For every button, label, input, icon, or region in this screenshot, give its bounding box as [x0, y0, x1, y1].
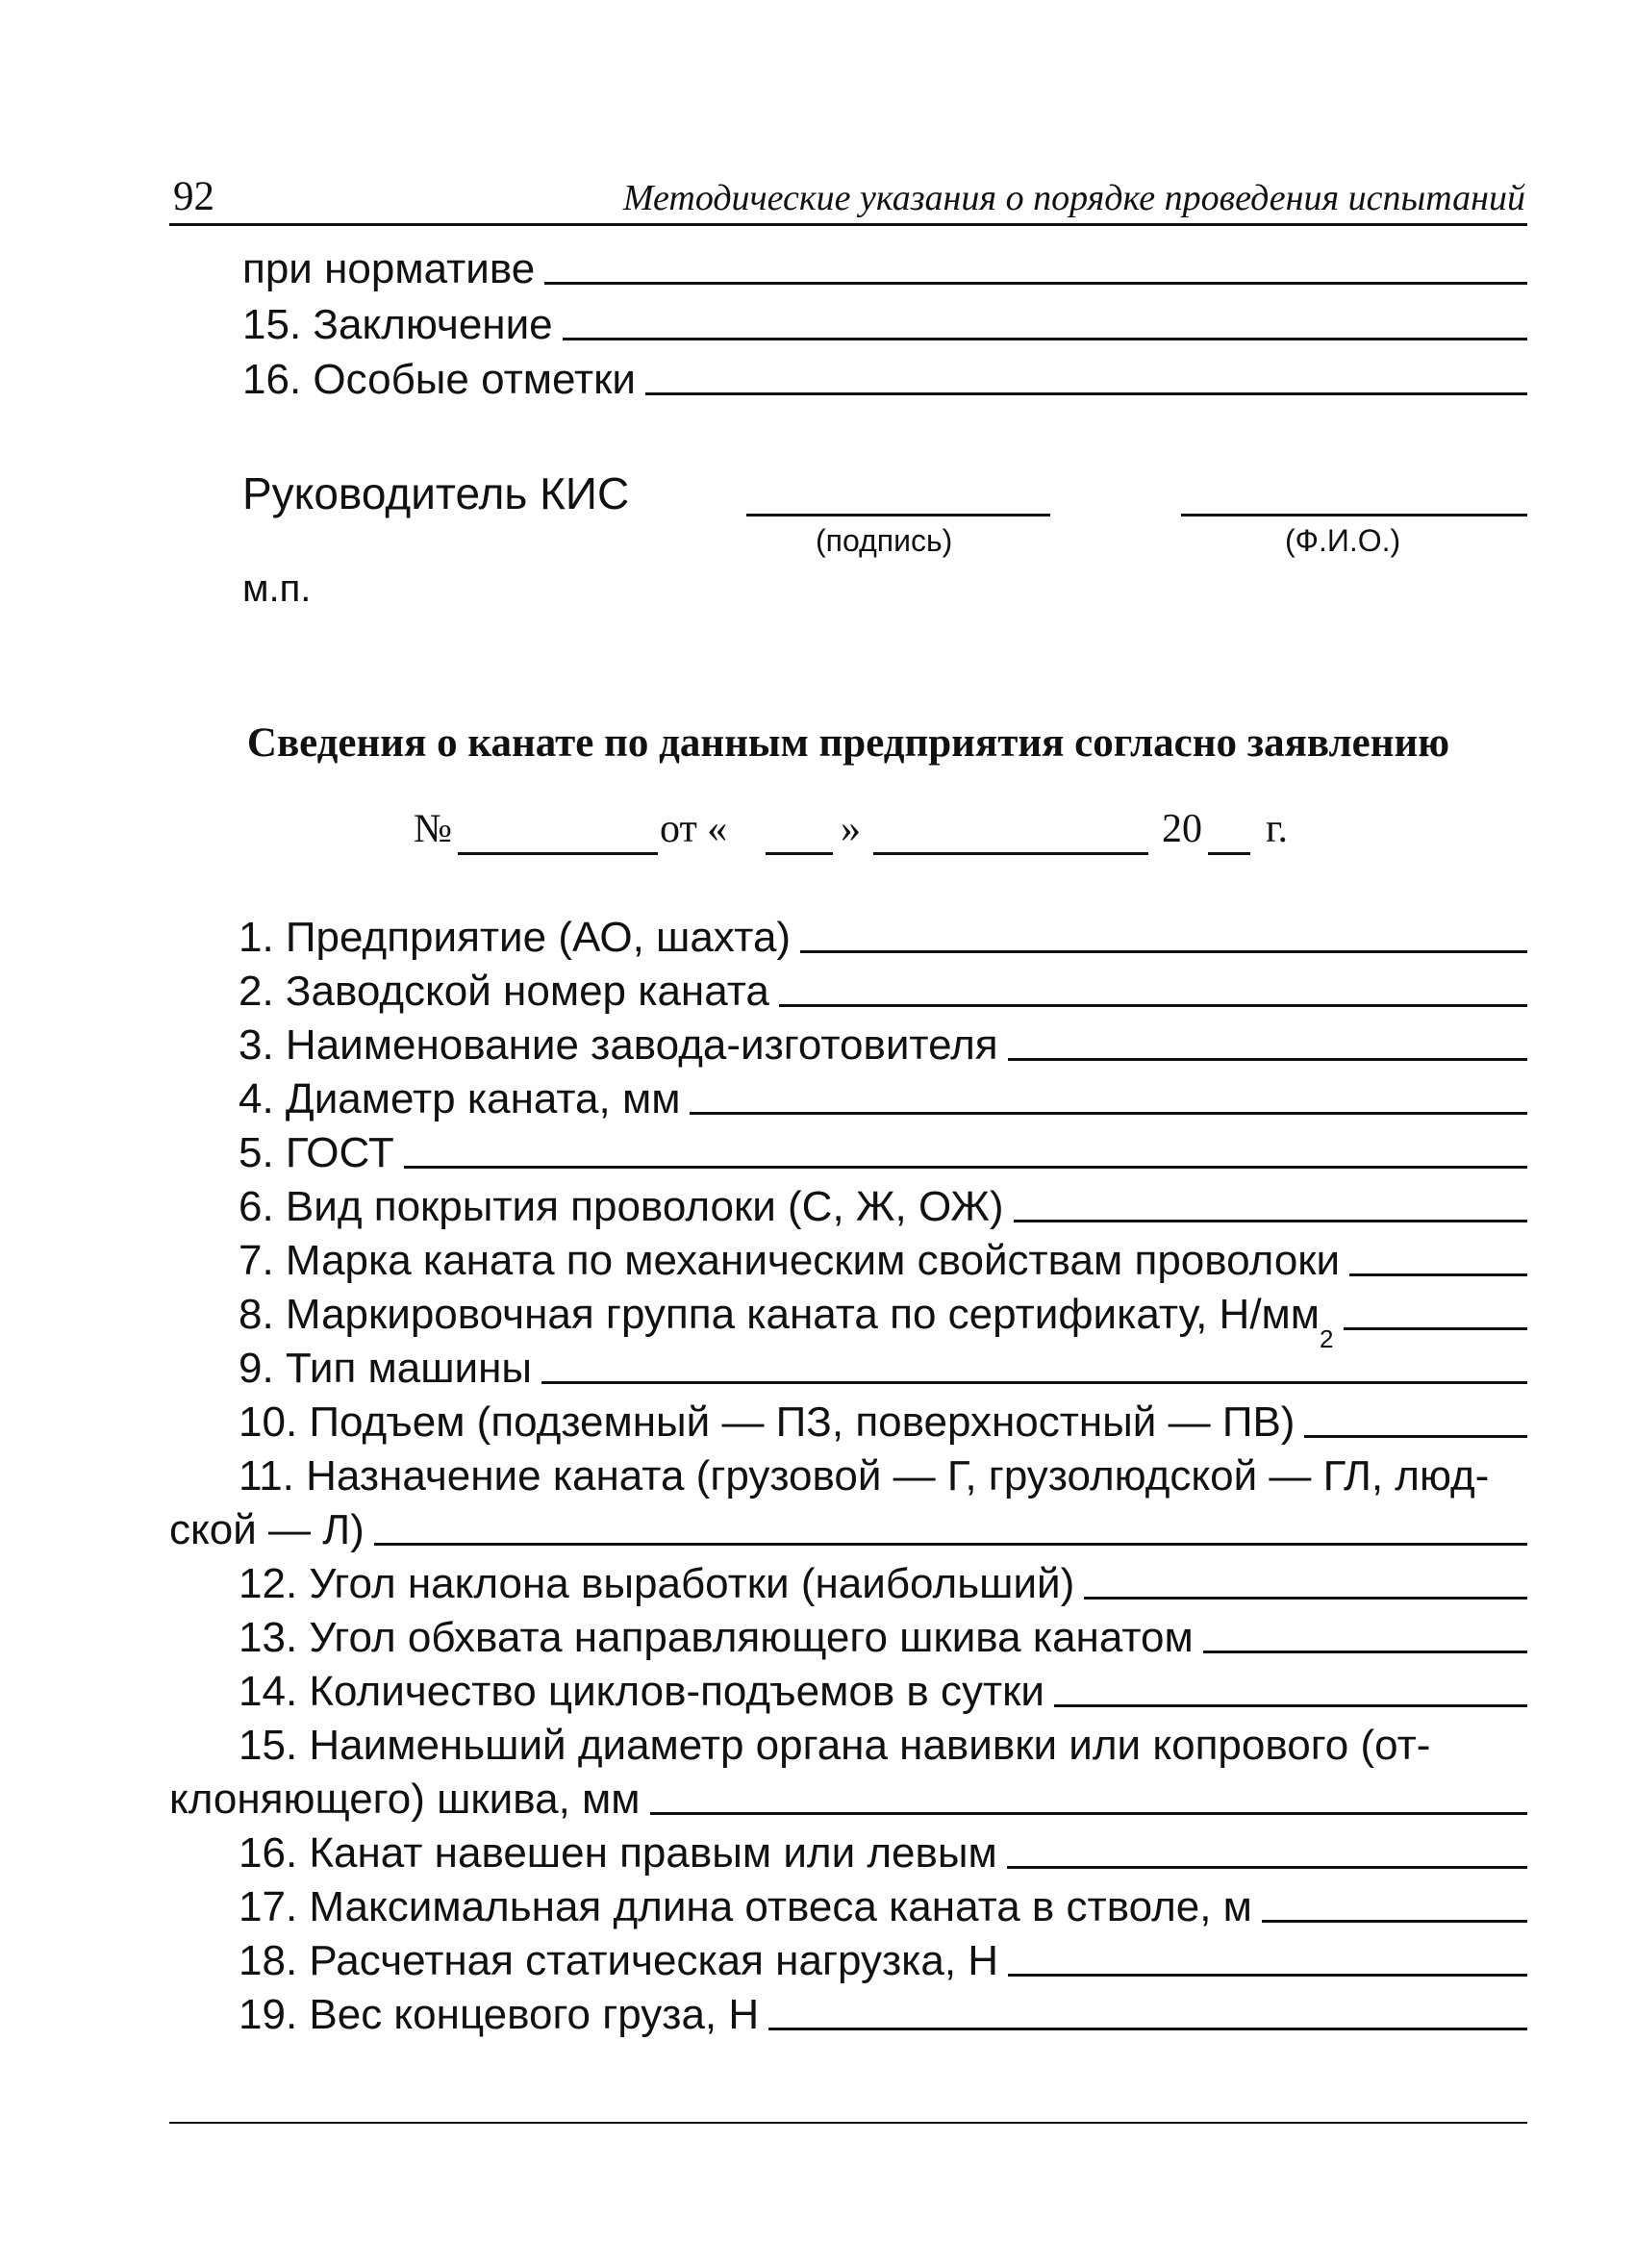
name-caption: (Ф.И.О.)	[1285, 523, 1401, 558]
fill-line	[544, 282, 1527, 285]
page-number: 92	[173, 174, 214, 219]
fill-line	[1344, 1327, 1527, 1330]
fill-line	[800, 950, 1527, 953]
number-blank	[458, 852, 658, 855]
field-label: при нормативе	[242, 245, 536, 292]
bottom-rule	[169, 2122, 1527, 2124]
from-label: от «	[660, 807, 728, 851]
signature-role: Руководитель КИС	[242, 468, 630, 518]
fill-line	[563, 338, 1527, 340]
quote-close: »	[841, 807, 861, 851]
month-blank	[873, 852, 1148, 855]
fill-line	[404, 1166, 1527, 1169]
number-sign: №	[414, 807, 453, 851]
list-item-continuation: ской — Л)	[169, 1506, 1527, 1554]
list-item: 15. Наименьший диаметр органа навивки или копрового (от-	[239, 1722, 1431, 1769]
list-item: 11. Назначение каната (грузовой — Г, грузолюдской — ГЛ, люд-	[239, 1452, 1490, 1499]
list-item: 1. Предприятие (АО, шахта)	[169, 914, 1527, 962]
fill-line	[1054, 1704, 1527, 1707]
list-item-continuation: клоняющего) шкива, мм	[169, 1776, 1527, 1824]
fill-line	[650, 1812, 1527, 1815]
fill-line	[690, 1112, 1527, 1115]
fill-line	[645, 392, 1527, 395]
fill-line	[1008, 1058, 1527, 1061]
signature-caption: (подпись)	[816, 523, 953, 558]
fill-line	[779, 1004, 1527, 1007]
list-item: 14. Количество циклов-подъемов в сутки	[169, 1668, 1527, 1716]
day-blank	[766, 852, 833, 855]
fill-line	[1007, 1866, 1527, 1869]
field-conclusion	[242, 301, 1527, 349]
list-item: 12. Угол наклона выработки (наибольший)	[169, 1560, 1527, 1608]
page-header	[169, 169, 1527, 226]
list-item: 13. Угол обхвата направляющего шкива канатом	[169, 1614, 1527, 1662]
list-item: 8. Маркировочная группа каната по сертификату, Н/мм 2	[169, 1291, 1527, 1339]
field-label: 15. Заключение	[242, 301, 553, 348]
list-item: 17. Максимальная длина отвеса каната в стволе, м	[169, 1883, 1527, 1931]
list-item: 3. Наименование завода-изготовителя	[169, 1021, 1527, 1070]
fill-line	[1014, 1220, 1527, 1222]
running-title: Методические указания о порядке проведения испытаний	[622, 178, 1525, 218]
field-norm	[242, 245, 1527, 293]
list-item: 10. Подъем (подземный — ПЗ, поверхностный — ПВ)	[169, 1399, 1527, 1447]
name-line	[1181, 514, 1527, 517]
list-item: 9. Тип машины	[169, 1345, 1527, 1393]
stamp-place: м.п.	[242, 567, 312, 610]
list-item: 6. Вид покрытия проволоки (С, Ж, ОЖ)	[169, 1183, 1527, 1231]
fill-line	[1262, 1920, 1527, 1923]
signature-line	[746, 514, 1050, 517]
fill-line	[1304, 1435, 1527, 1438]
year-prefix: 20	[1162, 807, 1202, 851]
list-item: 18. Расчетная статическая нагрузка, Н	[169, 1937, 1527, 1985]
fill-line	[1349, 1273, 1527, 1276]
field-label: 16. Особые отметки	[242, 356, 636, 403]
year-suffix: г.	[1266, 807, 1288, 851]
fill-line	[1084, 1597, 1527, 1600]
fill-line	[1203, 1651, 1527, 1653]
field-special-notes	[242, 356, 1527, 404]
year-blank	[1208, 852, 1250, 855]
section-title: Сведения о канате по данным предприятия согласно заявлению	[246, 720, 1450, 766]
list-item: 2. Заводской номер каната	[169, 968, 1527, 1016]
fill-line	[1008, 1974, 1527, 1977]
list-item: 16. Канат навешен правым или левым	[169, 1829, 1527, 1877]
fill-line	[768, 2028, 1527, 2030]
fill-line	[374, 1543, 1527, 1546]
list-item: 5. ГОСТ	[169, 1129, 1527, 1177]
fill-line	[541, 1381, 1527, 1384]
list-item: 7. Марка каната по механическим свойствам проволоки	[169, 1237, 1527, 1285]
list-item: 4. Диаметр каната, мм	[169, 1075, 1527, 1123]
list-item: 19. Вес концевого груза, Н	[169, 1991, 1527, 2039]
